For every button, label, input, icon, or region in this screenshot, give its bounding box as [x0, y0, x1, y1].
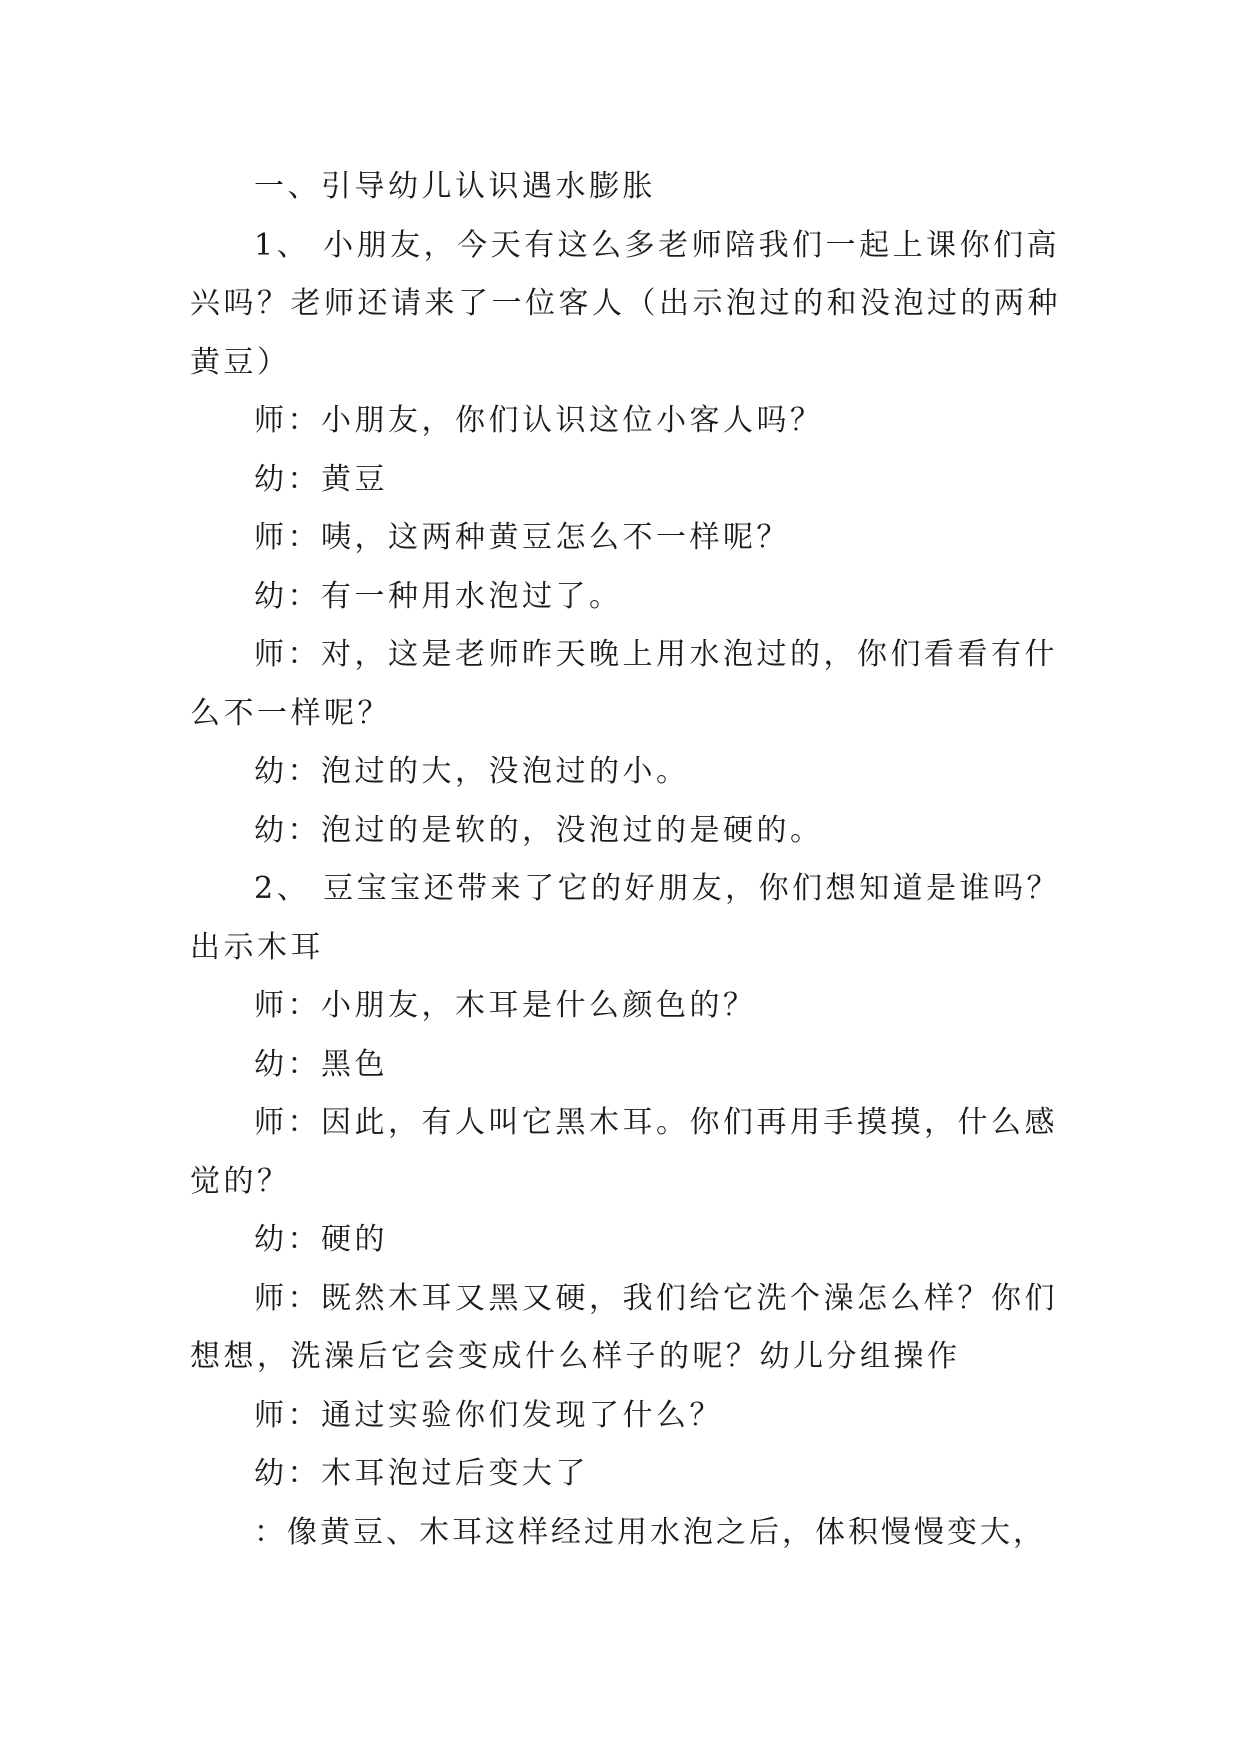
dialogue-line: 师：因此，有人叫它黑木耳。你们再用手摸摸，什么感觉的？ [190, 1105, 1058, 1199]
dialogue-line: 幼：黄豆 [254, 461, 388, 497]
paragraph-2: 2、 豆宝宝还带来了它的好朋友，你们想知道是谁吗？出示木耳 [190, 871, 1061, 965]
dialogue-line: 师：小朋友，木耳是什么颜色的？ [254, 988, 757, 1023]
dialogue-line: 师：咦，这两种黄豆怎么不一样呢？ [254, 520, 790, 555]
section-heading: 一、引导幼儿认识遇水膨胀 [254, 169, 656, 204]
dialogue-line: 师：小朋友，你们认识这位小客人吗？ [254, 403, 824, 438]
summary-line: ：像黄豆、木耳这样经过用水泡之后，体积慢慢变大， [254, 1514, 1046, 1550]
document-body [190, 158, 1070, 1562]
paragraph-1: 1、 小朋友，今天有这么多老师陪我们一起上课你们高兴吗？老师还请来了一位客人（出示泡过的和没泡过的两种黄豆） [190, 227, 1061, 380]
dialogue-line: 幼：黑色 [254, 1046, 388, 1082]
dialogue-line: 幼：泡过的大，没泡过的小。 [254, 754, 690, 789]
dialogue-line: 师：对，这是老师昨天晚上用水泡过的，你们看看有什么不一样呢？ [190, 637, 1058, 731]
dialogue-line: 幼：有一种用水泡过了。 [254, 578, 623, 614]
dialogue-line: 幼：硬的 [254, 1222, 388, 1257]
dialogue-line: 师：通过实验你们发现了什么？ [254, 1397, 723, 1433]
dialogue-line: 幼：泡过的是软的，没泡过的是硬的。 [254, 812, 824, 848]
dialogue-line: 师：既然木耳又黑又硬，我们给它洗个澡怎么样？你们想想，洗澡后它会变成什么样子的呢？幼儿分组操作 [190, 1280, 1058, 1374]
dialogue-line: 幼：木耳泡过后变大了 [254, 1456, 589, 1491]
